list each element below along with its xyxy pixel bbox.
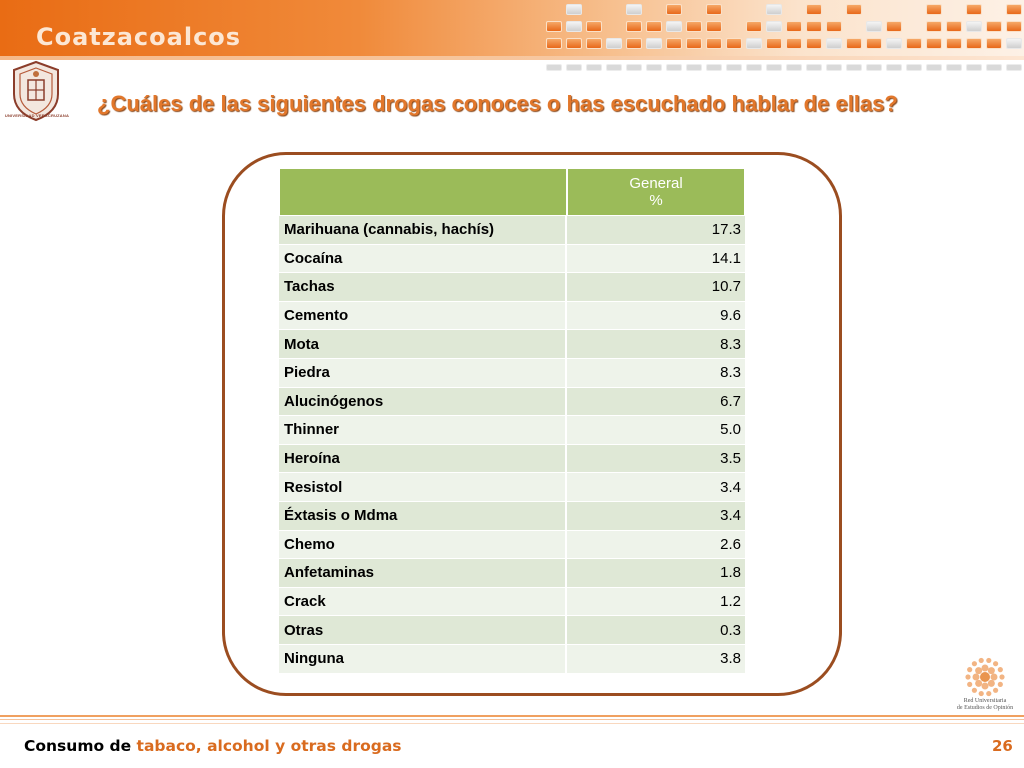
page-number: 26 (992, 737, 1013, 755)
logo-dot (967, 682, 972, 687)
row-value: 1.8 (567, 559, 745, 588)
row-label: Heroína (279, 445, 567, 474)
logo-dot (993, 661, 998, 666)
mosaic-tile (1006, 4, 1022, 15)
logo-dot (982, 683, 989, 690)
mosaic-tile (866, 38, 882, 49)
mosaic-tile (826, 64, 842, 71)
row-value: 6.7 (567, 388, 745, 417)
table-row (279, 531, 745, 560)
row-label: Crack (279, 588, 567, 617)
footer-divider-mid (0, 719, 1024, 720)
row-label: Éxtasis o Mdma (279, 502, 567, 531)
mosaic-tile (966, 64, 982, 71)
mosaic-tile (986, 21, 1002, 32)
table-row (279, 216, 745, 245)
mosaic-tile (646, 64, 662, 71)
logo-dot (986, 691, 991, 696)
mosaic-tile (906, 64, 922, 71)
mosaic-tile (966, 21, 982, 32)
mosaic-tile (786, 38, 802, 49)
mosaic-tile (766, 64, 782, 71)
row-value: 3.4 (567, 502, 745, 531)
opinion-network-caption (946, 698, 1024, 712)
row-value: 3.8 (567, 645, 745, 674)
logo-dot (991, 674, 998, 681)
mosaic-tile (866, 64, 882, 71)
mosaic-tile (966, 38, 982, 49)
mosaic-tile (746, 21, 762, 32)
logo-dot (986, 658, 991, 663)
mosaic-tile (706, 38, 722, 49)
mosaic-tile (586, 21, 602, 32)
mosaic-tile (726, 64, 742, 71)
mosaic-tile (886, 38, 902, 49)
row-label: Chemo (279, 531, 567, 560)
logo-dot (979, 658, 984, 663)
drug-awareness-table (279, 168, 745, 674)
row-label: Anfetaminas (279, 559, 567, 588)
mosaic-tile (1006, 64, 1022, 71)
row-label: Ninguna (279, 645, 567, 674)
mosaic-tile (846, 38, 862, 49)
mosaic-tile (1006, 38, 1022, 49)
table-header-blank (279, 168, 567, 216)
network-caption-line1: Red Universitaria (963, 698, 1007, 704)
table-row (279, 330, 745, 359)
table-row (279, 445, 745, 474)
column-header-line1: General (629, 175, 683, 192)
mosaic-tile (706, 64, 722, 71)
table-row (279, 416, 745, 445)
row-value: 8.3 (567, 330, 745, 359)
mosaic-tile (946, 21, 962, 32)
mosaic-tile (606, 38, 622, 49)
mosaic-tile (886, 21, 902, 32)
mosaic-tile (826, 38, 842, 49)
logo-dot (980, 672, 990, 682)
table-row (279, 473, 745, 502)
mosaic-tile (806, 38, 822, 49)
table-row (279, 645, 745, 674)
mosaic-tile (666, 4, 682, 15)
footer-divider-top (0, 715, 1024, 717)
row-label: Piedra (279, 359, 567, 388)
table-row (279, 359, 745, 388)
logo-dot (972, 688, 977, 693)
mosaic-tile (646, 21, 662, 32)
table-row (279, 245, 745, 274)
row-value: 14.1 (567, 245, 745, 274)
row-value: 9.6 (567, 302, 745, 331)
mosaic-tile (666, 38, 682, 49)
row-value: 1.2 (567, 588, 745, 617)
row-value: 5.0 (567, 416, 745, 445)
mosaic-tile (786, 64, 802, 71)
mosaic-tile (566, 21, 582, 32)
row-label: Alucinógenos (279, 388, 567, 417)
mosaic-tile (806, 21, 822, 32)
row-label: Resistol (279, 473, 567, 502)
logo-dot (998, 682, 1003, 687)
logo-dot (972, 661, 977, 666)
row-value: 2.6 (567, 531, 745, 560)
mosaic-tile (566, 38, 582, 49)
footer-title (24, 737, 402, 755)
opinion-network-logo-icon (955, 655, 1015, 703)
mosaic-tile (706, 21, 722, 32)
table-row (279, 302, 745, 331)
mosaic-tile (766, 4, 782, 15)
logo-dot (975, 667, 982, 674)
column-header-general (567, 168, 745, 216)
row-label: Marihuana (cannabis, hachís) (279, 216, 567, 245)
mosaic-tile (666, 21, 682, 32)
mosaic-tile (986, 64, 1002, 71)
footer-title-accent: tabaco, alcohol y otras drogas (136, 737, 402, 755)
mosaic-tile (846, 64, 862, 71)
mosaic-tile (806, 4, 822, 15)
mosaic-tile (686, 21, 702, 32)
mosaic-tile (966, 4, 982, 15)
decorative-tile-mosaic (0, 0, 1024, 80)
logo-dot (965, 674, 970, 679)
mosaic-tile (566, 4, 582, 15)
mosaic-tile (926, 21, 942, 32)
mosaic-tile (926, 38, 942, 49)
mosaic-tile (986, 38, 1002, 49)
mosaic-tile (586, 64, 602, 71)
logo-dot (998, 667, 1003, 672)
mosaic-tile (646, 38, 662, 49)
mosaic-tile (1006, 21, 1022, 32)
mosaic-tile (546, 64, 562, 71)
table-row (279, 616, 745, 645)
mosaic-tile (546, 38, 562, 49)
logo-dot (999, 674, 1004, 679)
footer-divider-bottom (0, 723, 1024, 724)
row-label: Thinner (279, 416, 567, 445)
slide-question: ¿Cuáles de las siguientes drogas conoces o has escuchado hablar de ellas? (97, 91, 898, 116)
mosaic-tile (566, 64, 582, 71)
row-label: Otras (279, 616, 567, 645)
mosaic-tile (926, 4, 942, 15)
mosaic-tile (766, 21, 782, 32)
logo-dot (975, 680, 982, 687)
row-label: Cocaína (279, 245, 567, 274)
mosaic-tile (786, 21, 802, 32)
mosaic-tile (906, 38, 922, 49)
row-label: Mota (279, 330, 567, 359)
logo-dot (982, 665, 989, 672)
mosaic-tile (926, 64, 942, 71)
mosaic-tile (686, 64, 702, 71)
row-value: 3.5 (567, 445, 745, 474)
logo-dot (988, 680, 995, 687)
site-title: Coatzacoalcos (36, 23, 242, 51)
mosaic-tile (946, 38, 962, 49)
logo-dot (979, 691, 984, 696)
mosaic-tile (686, 38, 702, 49)
logo-dot (988, 667, 995, 674)
row-value: 8.3 (567, 359, 745, 388)
mosaic-tile (626, 4, 642, 15)
mosaic-tile (866, 21, 882, 32)
row-value: 3.4 (567, 473, 745, 502)
mosaic-tile (606, 64, 622, 71)
column-header-line2: % (649, 192, 663, 209)
table-row (279, 588, 745, 617)
mosaic-tile (746, 64, 762, 71)
mosaic-tile (726, 38, 742, 49)
row-value: 17.3 (567, 216, 745, 245)
row-label: Cemento (279, 302, 567, 331)
row-label: Tachas (279, 273, 567, 302)
mosaic-tile (806, 64, 822, 71)
table-header-row (279, 168, 745, 216)
row-value: 10.7 (567, 273, 745, 302)
mosaic-tile (626, 38, 642, 49)
table-row (279, 559, 745, 588)
mosaic-tile (546, 21, 562, 32)
mosaic-tile (746, 38, 762, 49)
logo-dot (993, 688, 998, 693)
mosaic-tile (766, 38, 782, 49)
logo-dot (967, 667, 972, 672)
table-row (279, 502, 745, 531)
mosaic-tile (946, 64, 962, 71)
mosaic-tile (626, 21, 642, 32)
mosaic-tile (586, 38, 602, 49)
network-caption-line2: de Estudios de Opinión (956, 705, 1014, 711)
table-row (279, 388, 745, 417)
mosaic-tile (846, 4, 862, 15)
mosaic-tile (826, 21, 842, 32)
mosaic-tile (626, 64, 642, 71)
university-caption: UNIVERSIDAD VERACRUZANA (4, 113, 70, 118)
footer-title-dark: Consumo de (24, 737, 132, 755)
logo-dot (973, 674, 980, 681)
mosaic-tile (666, 64, 682, 71)
table-row (279, 273, 745, 302)
mosaic-tile (706, 4, 722, 15)
mosaic-tile (886, 64, 902, 71)
row-value: 0.3 (567, 616, 745, 645)
